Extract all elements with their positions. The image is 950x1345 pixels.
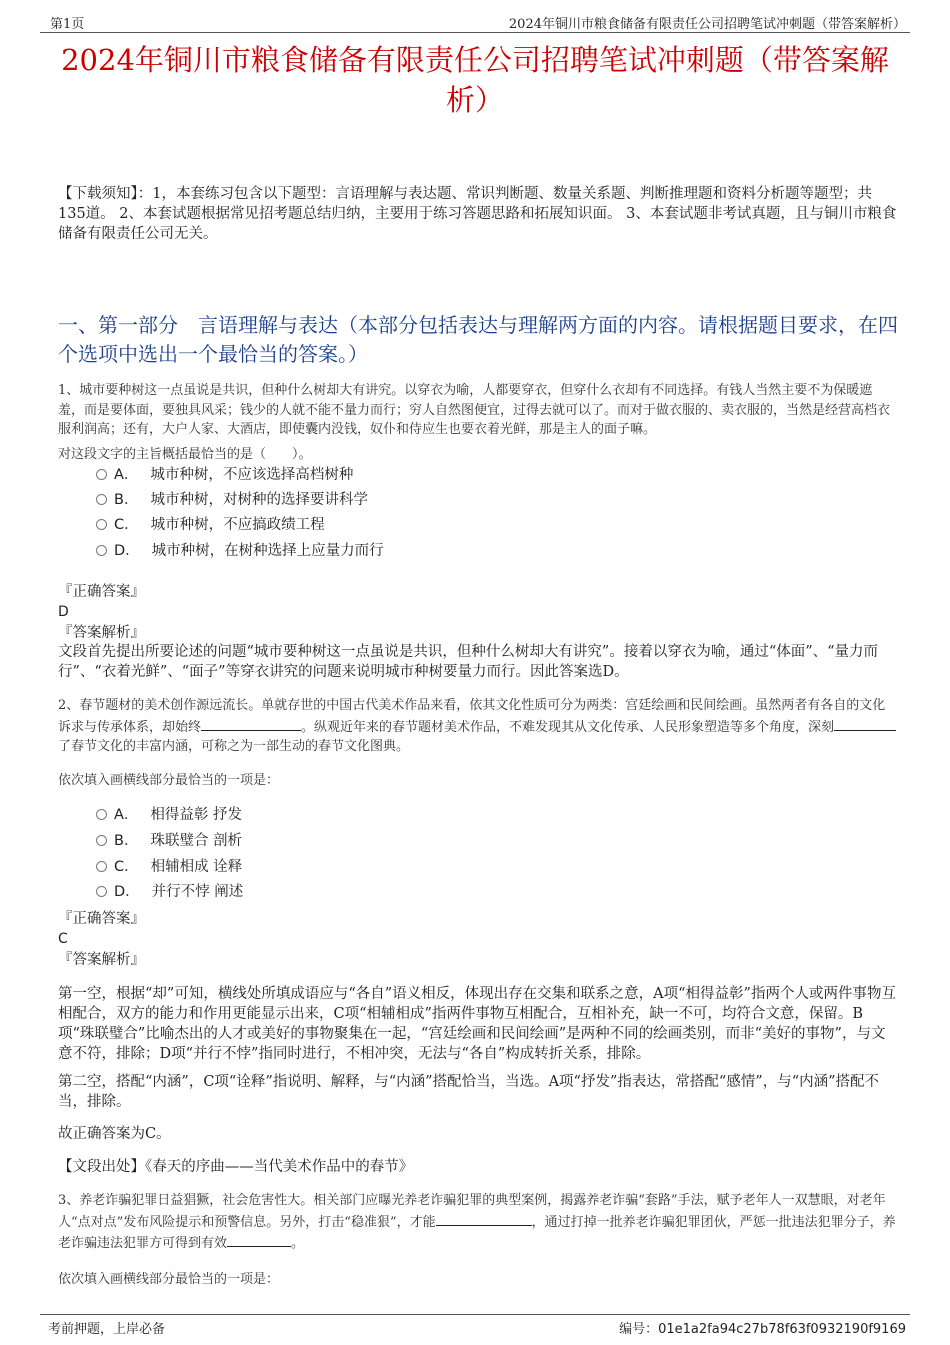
radio-icon[interactable] <box>96 469 107 480</box>
question-1-prompt: 对这段文字的主旨概括最恰当的是（ ）。 <box>58 447 312 462</box>
radio-icon[interactable] <box>96 809 107 820</box>
question-3-text: 3、养老诈骗犯罪日益猖獗，社会危害性大。相关部门应曝光养老诈骗犯罪的典型案例，揭露养老诈骗“套路”手法，赋予老年人一双慧眼，对老年人“点对点”发布风险提示和预警信息。另外，打击“稳准狠”，才能 ，通过打掉一批养老诈骗犯罪团伙，严惩一批违法犯罪分子，养老诈骗违法犯罪方可得到有效 。 <box>58 1193 896 1251</box>
question-1-text: 1、城市要种树这一点虽说是共识，但种什么树却大有讲究。以穿衣为喻，人都要穿衣，但穿什么衣却有不同选择。有钱人当然主要不为保暖遮羞，而是要体面，要独具风采；钱少的人就不能不量力而行；穷人自然图便宜，过得去就可以了。而对于做衣服的、卖衣服的，当然是经营高档衣服利润高；还有，大户人家、大酒店，即使囊内没钱，奴仆和侍应生也要衣着光鲜，那是主人的面子嘛。 <box>58 383 891 437</box>
q2-analysis-label: 『答案解析』 <box>58 952 145 968</box>
q2-answer: C <box>58 931 68 947</box>
q2-option-b[interactable]: B． 珠联璧合 剖析 <box>96 831 242 851</box>
question-2-prompt: 依次填入画横线部分最恰当的一项是： <box>58 773 280 788</box>
q1-correct-label: 『正确答案』 <box>58 584 145 600</box>
q2-analysis-blank-2: 第二空，搭配“内涵”，C项“诠释”指说明、解释，与“内涵”搭配恰当，当选。A项“抒发”指表达，常搭配“感情”，与“内涵”搭配不当，排除。 <box>58 1074 880 1110</box>
q2-correct-label: 『正确答案』 <box>58 911 145 927</box>
q2-analysis-blank-1: 第一空，根据“却”可知，横线处所填成语应与“各自”语义相反，体现出存在交集和联系之意，A项“相得益彰”指两个人或两件事物互相配合，双方的能力和作用更能显示出来，C项“相辅相成”指两件事物互相配合，互相补充，缺一不可，均符合文意，保留。B项“珠联璧合”比喻杰出的人才或美好的事物聚集在一起，“宫廷绘画和民间绘画”是两种不同的绘画类别，而非“美好的事物”，与文意不符，排除；D项“并行不悖”指同时进行，不相冲突，无法与“各自”构成转折关系，排除。 <box>58 986 896 1062</box>
q2-option-c[interactable]: C． 相辅相成 诠释 <box>96 857 242 877</box>
q1-option-a[interactable]: A． 城市种树，不应该选择高档树种 <box>96 465 353 485</box>
answer-blank <box>834 716 896 731</box>
radio-icon[interactable] <box>96 886 107 897</box>
q1-analysis-label: 『答案解析』 <box>58 625 145 641</box>
q1-option-b[interactable]: B． 城市种树，对树种的选择要讲科学 <box>96 490 368 510</box>
q1-option-d[interactable]: D． 城市种树，在树种选择上应量力而行 <box>96 541 384 561</box>
document-title: 2024年铜川市粮食储备有限责任公司招聘笔试冲刺题（带答案解析） <box>61 43 889 117</box>
radio-icon[interactable] <box>96 545 107 556</box>
answer-blank <box>436 1211 532 1226</box>
radio-icon[interactable] <box>96 835 107 846</box>
footer-slogan: 考前押题，上岸必备 <box>48 1322 166 1337</box>
page-header <box>40 10 910 33</box>
q2-option-d[interactable]: D． 并行不悖 阐述 <box>96 882 243 902</box>
q1-analysis: 文段首先提出所要论述的问题“城市要种树这一点虽说是共识，但种什么树却大有讲究”。接着以穿衣为喻，通过“体面”、“量力而行”、“衣着光鲜”、“面子”等穿衣讲究的问题来说明城市种树要量力而行。因此答案选D。 <box>58 644 879 680</box>
question-3-prompt: 依次填入画横线部分最恰当的一项是： <box>58 1272 280 1287</box>
section-title: 一、第一部分 言语理解与表达（本部分包括表达与理解两方面的内容。请根据题目要求，在四个选项中选出一个最恰当的答案。） <box>58 313 898 366</box>
document-id: 编号：01e1a2fa94c27b78f63f0932190f9169 <box>619 1322 906 1337</box>
header-doc-title: 2024年铜川市粮食储备有限责任公司招聘笔试冲刺题（带答案解析） <box>508 17 906 32</box>
answer-blank <box>201 716 301 731</box>
radio-icon[interactable] <box>96 494 107 505</box>
question-2-text: 2、春节题材的美术创作源远流长。单就存世的中国古代美术作品来看，依其文化性质可分为两类：宫廷绘画和民间绘画。虽然两者有各自的文化诉求与传承体系，却始终 。纵观近年来的春节题材美术作品，不难发现其从文化传承、人民形象塑造等多个角度，深刻了春节文化的丰富内涵，可称之为一部生动的春节文化图典。 <box>58 696 898 757</box>
answer-blank <box>227 1232 291 1247</box>
radio-icon[interactable] <box>96 519 107 530</box>
q1-answer: D <box>58 604 69 620</box>
page-number: 第1页 <box>50 17 85 32</box>
download-notice: 【下载须知】：1，本套练习包含以下题型：言语理解与表达题、常识判断题、数量关系题、判断推理题和资料分析题等题型；共135道。 2、本套试题根据常见招考题总结归纳，主要用于练习答题思路和拓展知识面。 3、本套试题非考试真题，且与铜川市粮食储备有限责任公司无关。 <box>58 186 897 242</box>
q2-source: 【文段出处】《春天的序曲——当代美术作品中的春节》 <box>58 1159 414 1175</box>
q1-option-c[interactable]: C． 城市种树，不应搞政绩工程 <box>96 515 325 535</box>
q2-option-a[interactable]: A． 相得益彰 抒发 <box>96 805 242 825</box>
radio-icon[interactable] <box>96 861 107 872</box>
page-footer <box>40 1314 910 1337</box>
q2-conclusion: 故正确答案为C。 <box>58 1126 171 1142</box>
